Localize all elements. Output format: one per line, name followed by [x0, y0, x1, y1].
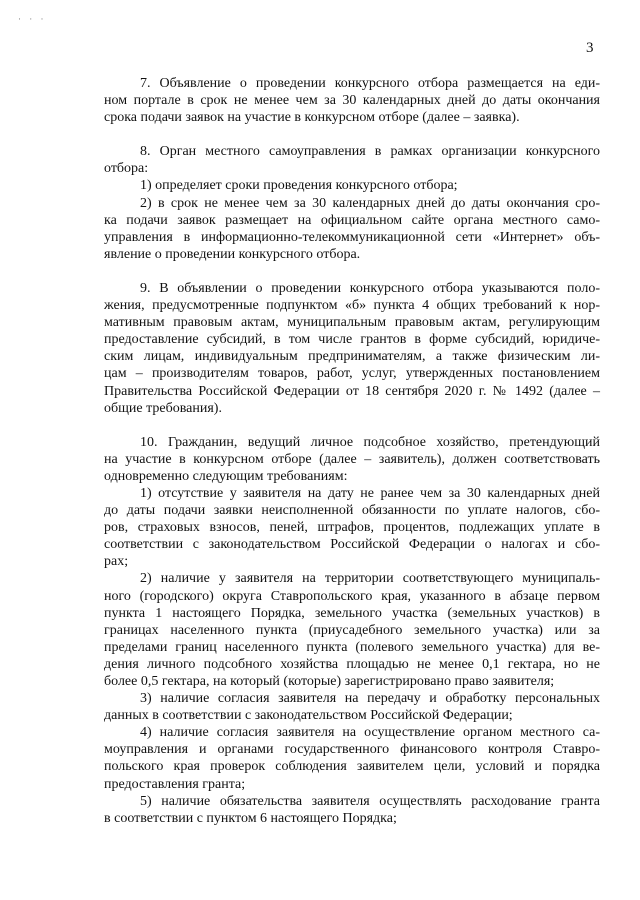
text-line: явление о проведении конкурсного отбора. — [104, 246, 361, 262]
text-line: 1) определяет сроки проведения конкурсного отбора; — [140, 178, 458, 194]
paragraph-10-item-1 — [104, 485, 600, 570]
text-line: соответствии с законодательством Российской Федерации о налогах и сбо- — [104, 537, 600, 553]
paragraph-gap — [104, 417, 600, 434]
paragraph-10-item-2 — [104, 570, 600, 690]
text-line: мативным правовым актам, муниципальным правовым актам, регулирующим — [104, 315, 600, 331]
text-line: 3) наличие согласия заявителя на передачу и обработку персональных — [140, 691, 600, 707]
text-line: жения, предусмотренные подпунктом «б» пункта 4 общих требований к нор- — [104, 298, 600, 314]
paragraph-9 — [104, 280, 600, 417]
text-line: ским лицам, индивидуальным предпринимателям, а также физическим ли- — [104, 349, 600, 365]
paragraph-gap — [104, 263, 600, 280]
text-line: ров, страховых взносов, пеней, штрафов, процентов, подлежащих уплате в — [104, 520, 600, 536]
text-line: дения личного подсобного хозяйства площадью не менее 0,1 гектара, но не — [104, 656, 600, 672]
text-line: моуправления и органами государственного финансового контроля Ставро- — [104, 742, 600, 758]
paragraph-10-item-4 — [104, 724, 600, 792]
text-line: границах населенного пункта (приусадебного земельного участка) или за — [104, 622, 600, 638]
text-line: польского края проверок соблюдения заявителем цели, условий и порядка — [104, 759, 600, 775]
text-line: рах; — [104, 554, 129, 570]
text-line: срока подачи заявок на участие в конкурсном отборе (далее – заявка). — [104, 110, 520, 126]
text-line: отбора: — [104, 161, 149, 177]
text-line: 9. В объявлении о проведении конкурсного отбора указываются поло- — [140, 280, 600, 296]
text-line: пределами границ населенного пункта (полевого земельного участка) для ве- — [104, 639, 600, 655]
text-line: ка подачи заявок размещает на официальном сайте органа местного само- — [104, 212, 600, 228]
text-line: управления в информационно-телекоммуникационной сети «Интернет» объ- — [104, 229, 600, 245]
text-line: 7. Объявление о проведении конкурсного отбора размещается на еди- — [140, 76, 600, 91]
paragraph-8-item-2 — [104, 195, 600, 263]
text-line: 8. Орган местного самоуправления в рамках организации конкурсного — [140, 144, 600, 160]
text-line: до даты подачи заявки неисполненной обязанности по уплате налогов, сбо- — [104, 503, 600, 519]
text-line: в соответствии с пунктом 6 настоящего Порядка; — [104, 810, 397, 826]
text-line: общие требования). — [104, 400, 222, 416]
text-line: предоставление субсидий, в том числе грантов в форме субсидий, юридиче- — [104, 332, 600, 348]
text-line: ного (городского) округа Ставропольского края, указанного в абзаце первом — [104, 588, 600, 604]
text-line: предоставления гранта; — [104, 776, 246, 792]
text-line: пункта 1 настоящего Порядка, земельного участка (земельных участков) в — [104, 605, 600, 621]
text-line: цам – производителям товаров, работ, услуг, утвержденных постановлением — [104, 366, 600, 382]
paragraph-8-item-1 — [104, 177, 600, 194]
paragraph-8 — [104, 143, 600, 177]
text-line: 10. Гражданин, ведущий личное подсобное хозяйство, претендующий — [140, 434, 600, 450]
paragraph-10 — [104, 434, 600, 485]
text-line: 2) в срок не менее чем за 30 календарных дней до даты окончания сро- — [140, 195, 600, 211]
text-line: одновременно следующим требованиям: — [104, 468, 348, 484]
page-number: 3 — [586, 40, 594, 56]
text-line: 4) наличие согласия заявителя на осуществление органом местного са- — [140, 725, 600, 741]
document-body — [104, 75, 600, 827]
text-line: 1) отсутствие у заявителя на дату не ранее чем за 30 календарных дней — [140, 485, 600, 501]
text-line: 2) наличие у заявителя на территории соответствующего муниципаль- — [140, 571, 600, 587]
paragraph-10-item-5 — [104, 793, 600, 827]
text-line: на участие в конкурсном отборе (далее – заявитель), должен соответствовать — [104, 451, 600, 467]
scan-mark: · · · — [18, 14, 47, 24]
text-line: Правительства Российской Федерации от 18 сентября 2020 г. № 1492 (далее – — [104, 383, 600, 399]
paragraph-10-item-3 — [104, 690, 600, 724]
paragraph-gap — [104, 126, 600, 143]
text-line: данных в соответствии с законодательством Российской Федерации; — [104, 708, 513, 724]
paragraph-7 — [104, 75, 600, 126]
text-line: ном портале в срок не менее чем за 30 календарных дней до даты окончания — [104, 93, 600, 109]
text-line: более 0,5 гектара, на который (которые) зарегистрировано право заявителя; — [104, 674, 555, 689]
text-line: 5) наличие обязательства заявителя осуществлять расходование гранта — [140, 793, 600, 809]
